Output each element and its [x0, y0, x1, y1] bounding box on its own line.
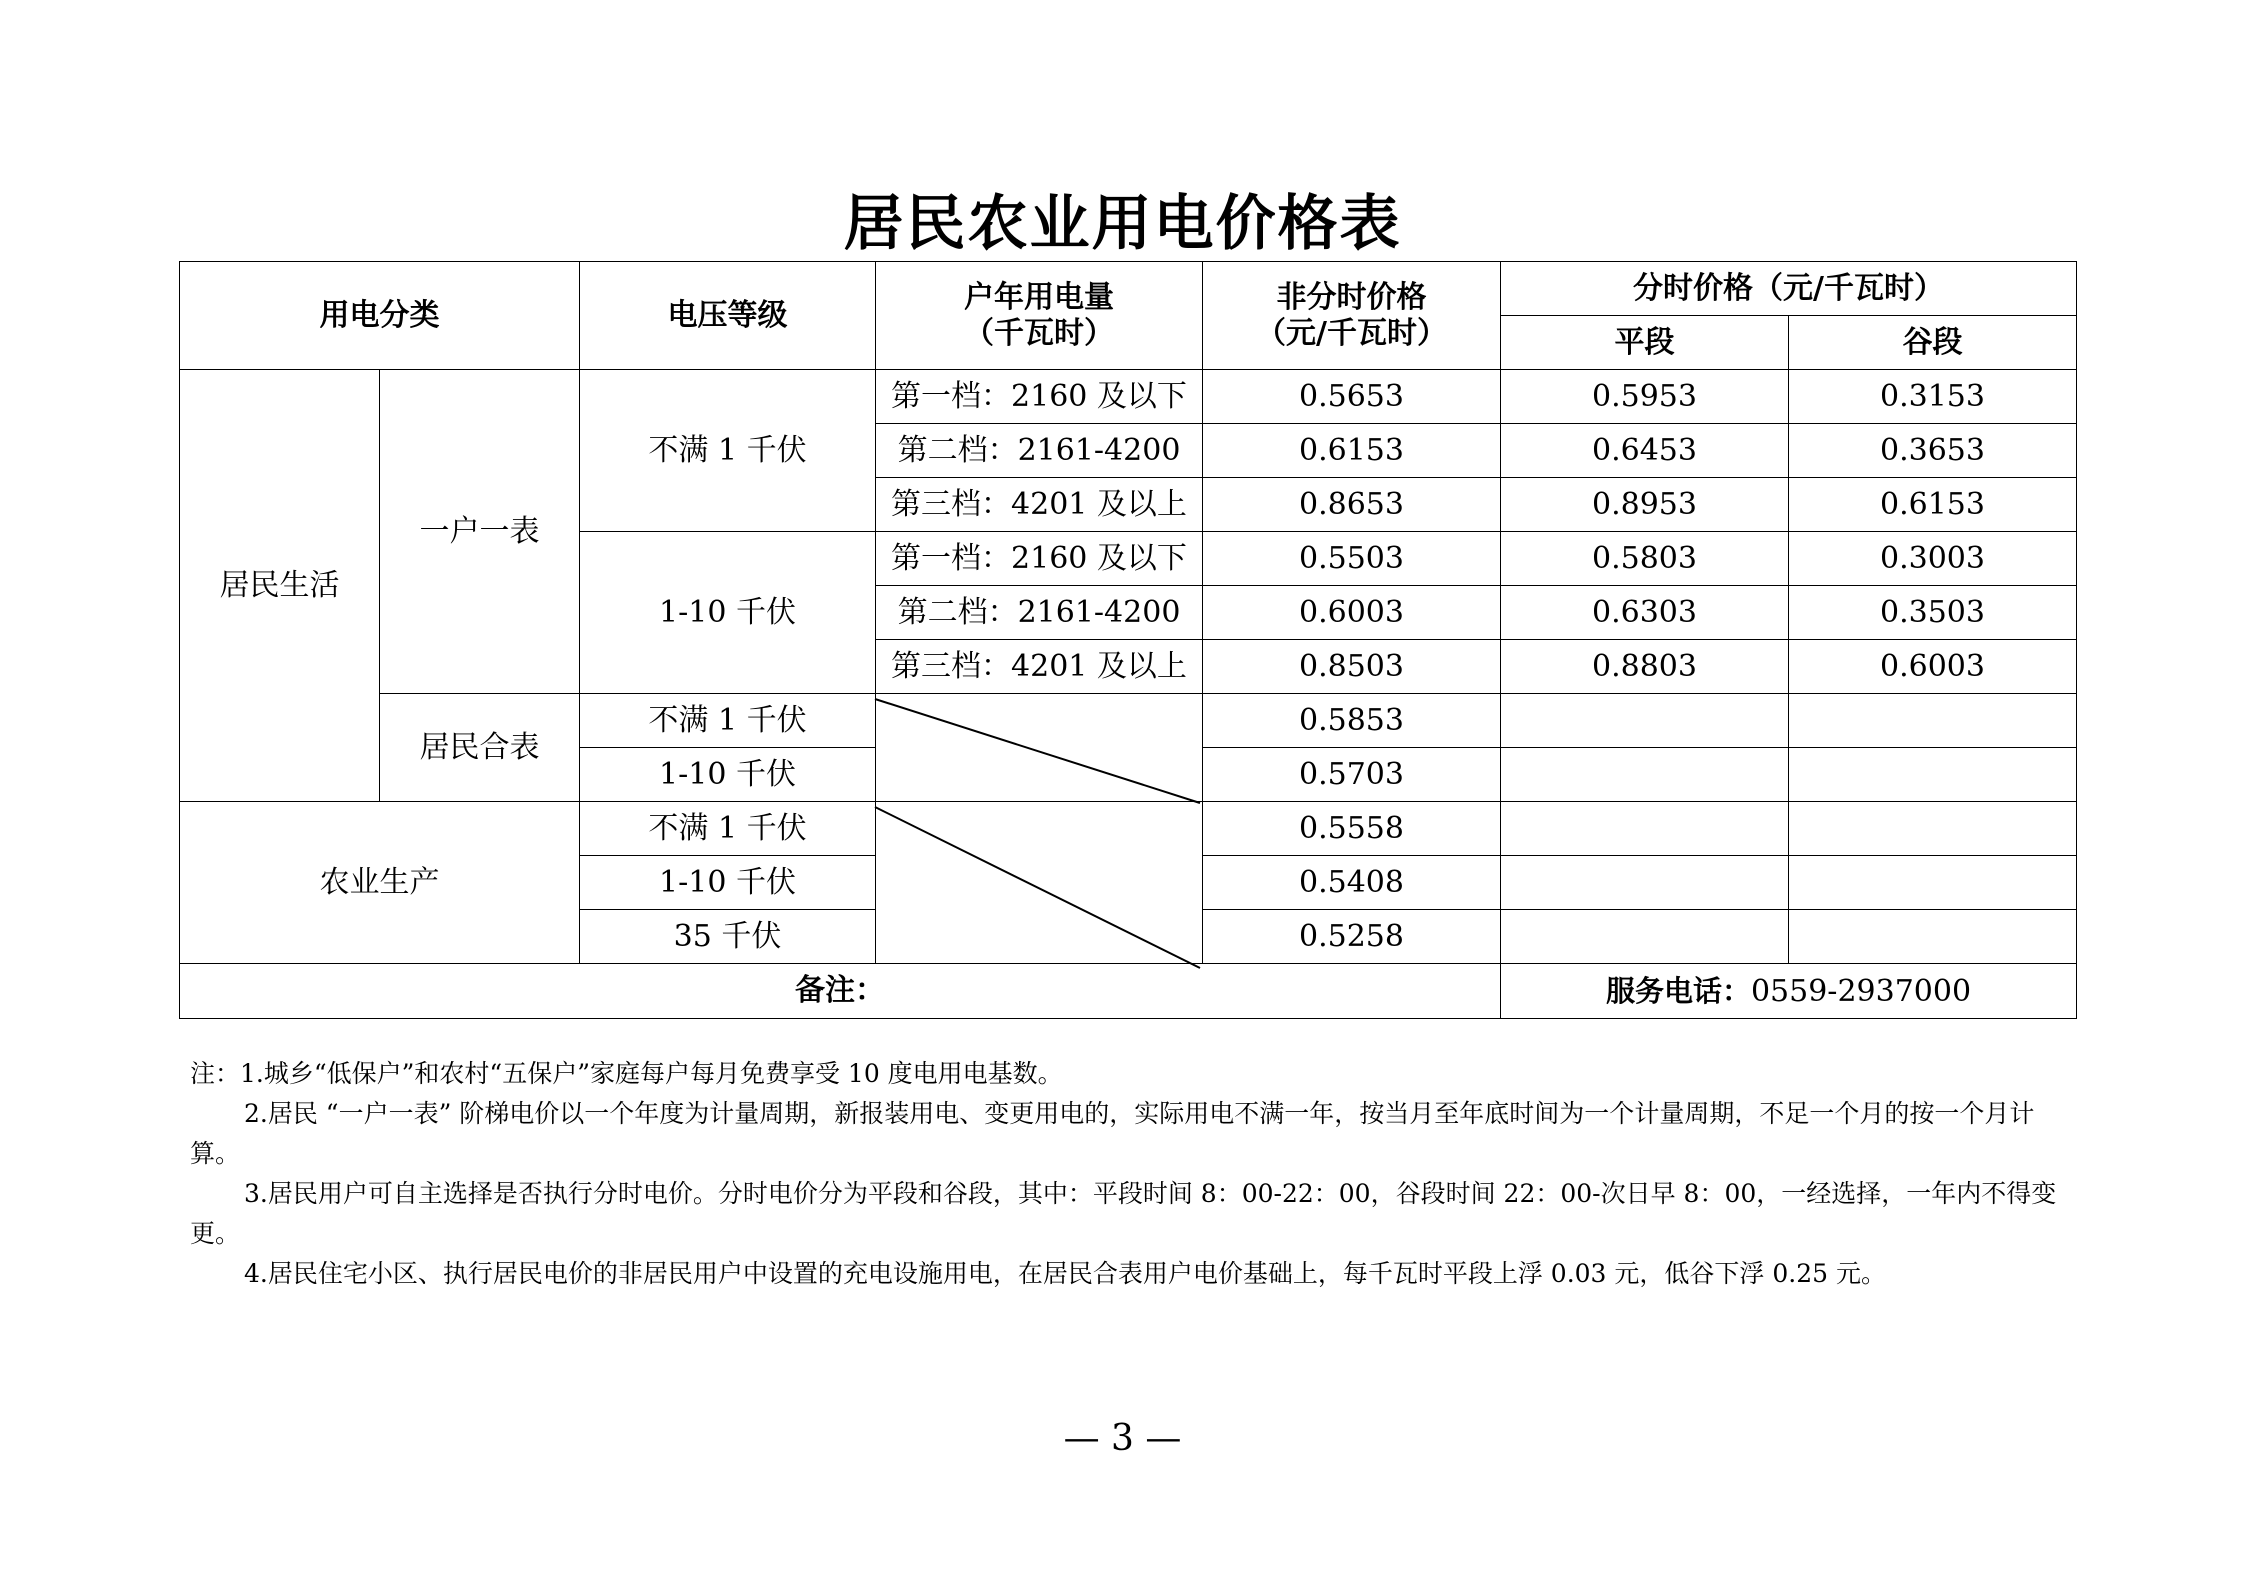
- tier-cell: 第三档：4201 及以上: [876, 640, 1203, 694]
- peak-price-cell: 0.5803: [1501, 532, 1789, 586]
- valley-price-cell: 0.3153: [1789, 370, 2077, 424]
- price-cell: 0.6153: [1203, 424, 1501, 478]
- header-usage-unit: （千瓦时）: [964, 315, 1114, 351]
- voltage-cell: 不满 1 千伏: [580, 370, 876, 532]
- price-cell: 0.5653: [1203, 370, 1501, 424]
- header-usage: [876, 262, 1203, 370]
- valley-price-cell: 0.3653: [1789, 424, 2077, 478]
- valley-price-cell: 0.6003: [1789, 640, 2077, 694]
- note-item: 2.居民 “一户一表” 阶梯电价以一个年度为计量周期，新报装用电、变更用电的，实际用电不满一年，按当月至年底时间为一个计量周期，不足一个月的按一个月计算。: [190, 1099, 2035, 1168]
- price-cell: 0.5408: [1203, 856, 1501, 910]
- voltage-cell: 不满 1 千伏: [580, 802, 876, 856]
- header-usage-label: 户年用电量: [964, 279, 1114, 315]
- voltage-cell: 不满 1 千伏: [580, 694, 876, 748]
- valley-price-cell: 0.3003: [1789, 532, 2077, 586]
- voltage-cell: 1-10 千伏: [580, 856, 876, 910]
- note-item: 3.居民用户可自主选择是否执行分时电价。分时电价分为平段和谷段，其中：平段时间 8：00-22：00，谷段时间 22：00-次日早 8：00，一经选择，一年内不得变更。: [190, 1179, 2057, 1248]
- remark-cell: 备注：: [180, 964, 1501, 1019]
- price-cell: 0.6003: [1203, 586, 1501, 640]
- price-cell: 0.5258: [1203, 910, 1501, 964]
- header-category: 用电分类: [180, 262, 580, 370]
- table-footer-row: [180, 964, 2077, 1019]
- header-valley: 谷段: [1789, 316, 2077, 370]
- notes-section: [190, 1054, 2070, 1294]
- tier-cell: 第二档：2161-4200: [876, 586, 1203, 640]
- header-flat-price-label: 非分时价格: [1276, 279, 1427, 315]
- valley-price-cell: [1789, 856, 2077, 910]
- price-cell: 0.5558: [1203, 802, 1501, 856]
- note-item: 注：1.城乡“低保户”和农村“五保户”家庭每户每月免费享受 10 度电用电基数。: [190, 1059, 1063, 1088]
- peak-price-cell: 0.5953: [1501, 370, 1789, 424]
- header-voltage: 电压等级: [580, 262, 876, 370]
- note-item: 4.居民住宅小区、执行居民电价的非居民用户中设置的充电设施用电，在居民合表用户电价基础上，每千瓦时平段上浮 0.03 元，低谷下浮 0.25 元。: [244, 1259, 1886, 1288]
- peak-price-cell: [1501, 694, 1789, 748]
- peak-price-cell: 0.8953: [1501, 478, 1789, 532]
- valley-price-cell: 0.3503: [1789, 586, 2077, 640]
- table-row: [180, 802, 2077, 856]
- price-cell: 0.8653: [1203, 478, 1501, 532]
- voltage-cell: 1-10 千伏: [580, 748, 876, 802]
- peak-price-cell: [1501, 802, 1789, 856]
- peak-price-cell: 0.6303: [1501, 586, 1789, 640]
- header-tou: 分时价格（元/千瓦时）: [1501, 262, 2077, 316]
- peak-price-cell: 0.8803: [1501, 640, 1789, 694]
- table-row: [180, 694, 2077, 748]
- header-flat-price-unit: （元/千瓦时）: [1256, 315, 1447, 351]
- peak-price-cell: 0.6453: [1501, 424, 1789, 478]
- table-row: [180, 370, 2077, 424]
- tier-cell: 第一档：2160 及以下: [876, 532, 1203, 586]
- price-cell: 0.5853: [1203, 694, 1501, 748]
- page-title: 居民农业用电价格表: [843, 189, 1402, 259]
- category-agriculture: 农业生产: [180, 802, 580, 964]
- tier-cell: 第一档：2160 及以下: [876, 370, 1203, 424]
- subcategory-shared-meter: 居民合表: [380, 694, 580, 802]
- valley-price-cell: [1789, 694, 2077, 748]
- valley-price-cell: [1789, 748, 2077, 802]
- tier-cell-empty: [876, 694, 1203, 802]
- peak-price-cell: [1501, 748, 1789, 802]
- price-cell: 0.8503: [1203, 640, 1501, 694]
- page-number: — 3 —: [1063, 1418, 1182, 1459]
- subcategory-single-meter: 一户一表: [380, 370, 580, 694]
- tier-cell: 第三档：4201 及以上: [876, 478, 1203, 532]
- valley-price-cell: [1789, 802, 2077, 856]
- category-residential: 居民生活: [180, 370, 380, 802]
- header-peak: 平段: [1501, 316, 1789, 370]
- peak-price-cell: [1501, 910, 1789, 964]
- peak-price-cell: [1501, 856, 1789, 910]
- price-table: [179, 261, 2077, 1019]
- voltage-cell: 35 千伏: [580, 910, 876, 964]
- tier-cell: 第二档：2161-4200: [876, 424, 1203, 478]
- phone-number: 0559-2937000: [1750, 973, 1972, 1009]
- price-cell: 0.5703: [1203, 748, 1501, 802]
- phone-label: 服务电话：: [1605, 973, 1751, 1008]
- tier-cell-empty: [876, 802, 1203, 964]
- voltage-cell: 1-10 千伏: [580, 532, 876, 694]
- valley-price-cell: 0.6153: [1789, 478, 2077, 532]
- header-flat-price: [1203, 262, 1501, 370]
- phone-cell: [1501, 964, 2077, 1019]
- price-cell: 0.5503: [1203, 532, 1501, 586]
- valley-price-cell: [1789, 910, 2077, 964]
